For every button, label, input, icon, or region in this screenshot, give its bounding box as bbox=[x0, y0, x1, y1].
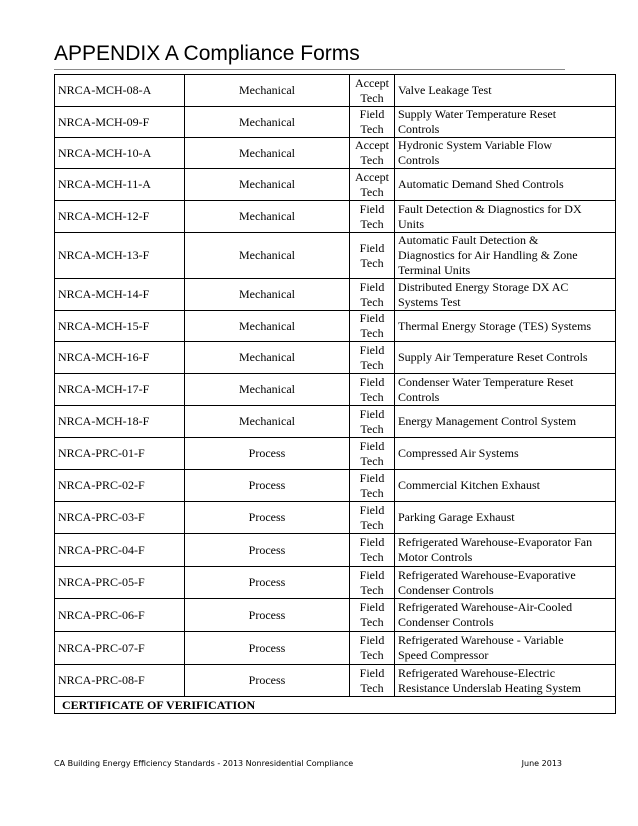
form-row bbox=[55, 438, 616, 470]
form-title bbox=[395, 233, 616, 279]
form-title-line: Condenser Controls bbox=[398, 582, 494, 597]
form-type-line: Field bbox=[359, 342, 385, 357]
form-title-line: Refrigerated Warehouse-Air-Cooled bbox=[398, 600, 573, 614]
form-title bbox=[395, 279, 616, 311]
form-row bbox=[55, 233, 616, 279]
form-type-line: Field bbox=[359, 201, 385, 216]
form-type bbox=[350, 632, 395, 665]
form-type-line: Tech bbox=[360, 216, 384, 231]
form-type-line: Tech bbox=[360, 122, 384, 136]
form-type-line: Field bbox=[359, 470, 385, 485]
form-type-line: Tech bbox=[360, 90, 384, 105]
form-title-line: Condenser Water Temperature Reset bbox=[398, 374, 574, 389]
form-type-line: Field bbox=[359, 535, 385, 549]
form-type-line: Accept bbox=[355, 138, 389, 152]
form-type-line: Tech bbox=[360, 582, 384, 597]
form-id: NRCA-MCH-16-F bbox=[55, 342, 185, 374]
form-type bbox=[350, 534, 395, 567]
form-id: NRCA-MCH-10-A bbox=[55, 138, 185, 169]
form-title-line: Supply Water Temperature Reset bbox=[398, 107, 557, 121]
form-type-line: Tech bbox=[360, 389, 384, 404]
form-type bbox=[350, 567, 395, 599]
form-title bbox=[395, 107, 616, 138]
form-title-line: Commercial Kitchen Exhaust bbox=[398, 478, 540, 492]
form-type-line: Tech bbox=[360, 615, 384, 629]
form-type-line: Field bbox=[359, 600, 385, 614]
form-row bbox=[55, 138, 616, 169]
certificate-label: CERTIFICATE OF VERIFICATION bbox=[55, 697, 616, 714]
form-type-line: Field bbox=[359, 502, 385, 517]
form-type bbox=[350, 279, 395, 311]
form-category: Mechanical bbox=[185, 201, 350, 233]
form-title bbox=[395, 138, 616, 169]
form-title-line: Resistance Underslab Heating System bbox=[398, 680, 581, 695]
form-type-line: Tech bbox=[360, 453, 384, 468]
form-id: NRCA-MCH-14-F bbox=[55, 279, 185, 311]
form-id: NRCA-MCH-12-F bbox=[55, 201, 185, 233]
form-title bbox=[395, 374, 616, 406]
form-row bbox=[55, 374, 616, 406]
form-type-line: Field bbox=[359, 240, 385, 255]
form-category: Process bbox=[185, 632, 350, 665]
form-type bbox=[350, 502, 395, 534]
form-title bbox=[395, 567, 616, 599]
form-category: Process bbox=[185, 665, 350, 697]
form-type-line: Field bbox=[359, 107, 385, 121]
form-type-line: Accept bbox=[355, 169, 389, 184]
form-title-line: Refrigerated Warehouse-Electric bbox=[398, 665, 556, 680]
form-row bbox=[55, 342, 616, 374]
form-type-line: Accept bbox=[355, 75, 389, 90]
form-title-line: Diagnostics for Air Handling & Zone bbox=[398, 248, 578, 262]
form-category: Process bbox=[185, 567, 350, 599]
form-id: NRCA-PRC-04-F bbox=[55, 534, 185, 567]
form-type-line: Tech bbox=[360, 255, 384, 270]
form-category: Mechanical bbox=[185, 406, 350, 438]
form-category: Process bbox=[185, 438, 350, 470]
form-id: NRCA-PRC-01-F bbox=[55, 438, 185, 470]
form-row bbox=[55, 201, 616, 233]
form-type bbox=[350, 406, 395, 438]
form-title bbox=[395, 311, 616, 342]
form-type-line: Tech bbox=[360, 485, 384, 500]
form-title bbox=[395, 665, 616, 697]
form-title-line: Controls bbox=[398, 153, 440, 167]
form-type bbox=[350, 75, 395, 107]
form-title bbox=[395, 342, 616, 374]
form-title-line: Compressed Air Systems bbox=[398, 446, 519, 460]
form-type-line: Tech bbox=[360, 153, 384, 167]
form-type-line: Field bbox=[359, 374, 385, 389]
form-category: Mechanical bbox=[185, 311, 350, 342]
form-type bbox=[350, 470, 395, 502]
form-type bbox=[350, 169, 395, 201]
form-type bbox=[350, 233, 395, 279]
page-title: APPENDIX A Compliance Forms bbox=[54, 42, 360, 65]
form-id: NRCA-PRC-08-F bbox=[55, 665, 185, 697]
form-category: Mechanical bbox=[185, 233, 350, 279]
form-title-line: Terminal Units bbox=[398, 263, 471, 277]
footer-date: June 2013 bbox=[521, 759, 562, 768]
form-type-line: Field bbox=[359, 311, 385, 325]
form-title bbox=[395, 75, 616, 107]
form-type-line: Tech bbox=[360, 326, 384, 340]
form-title bbox=[395, 169, 616, 201]
form-title bbox=[395, 201, 616, 233]
form-row bbox=[55, 311, 616, 342]
compliance-forms-body bbox=[55, 75, 616, 714]
form-title-line: Automatic Demand Shed Controls bbox=[398, 177, 564, 191]
form-type-line: Tech bbox=[360, 550, 384, 564]
form-title-line: Parking Garage Exhaust bbox=[398, 510, 515, 524]
form-title bbox=[395, 502, 616, 534]
form-title bbox=[395, 406, 616, 438]
form-category: Process bbox=[185, 502, 350, 534]
form-row bbox=[55, 502, 616, 534]
form-category: Process bbox=[185, 599, 350, 632]
form-title-line: Controls bbox=[398, 389, 440, 404]
form-type bbox=[350, 599, 395, 632]
form-type-line: Tech bbox=[360, 648, 384, 662]
title-divider bbox=[54, 69, 565, 70]
form-category: Mechanical bbox=[185, 107, 350, 138]
form-type bbox=[350, 311, 395, 342]
form-id: NRCA-MCH-15-F bbox=[55, 311, 185, 342]
footer-source: CA Building Energy Efficiency Standards - 2013 Nonresidential Compliance bbox=[54, 759, 354, 768]
form-id: NRCA-MCH-13-F bbox=[55, 233, 185, 279]
form-row bbox=[55, 567, 616, 599]
form-title-line: Units bbox=[398, 216, 425, 231]
form-type-line: Tech bbox=[360, 517, 384, 532]
form-type bbox=[350, 665, 395, 697]
form-row bbox=[55, 534, 616, 567]
form-id: NRCA-PRC-07-F bbox=[55, 632, 185, 665]
form-row bbox=[55, 75, 616, 107]
form-row bbox=[55, 632, 616, 665]
form-type-line: Tech bbox=[360, 680, 384, 695]
form-id: NRCA-PRC-03-F bbox=[55, 502, 185, 534]
form-type bbox=[350, 342, 395, 374]
form-category: Mechanical bbox=[185, 138, 350, 169]
form-type-line: Field bbox=[359, 438, 385, 453]
form-title-line: Refrigerated Warehouse - Variable bbox=[398, 633, 564, 647]
form-type-line: Tech bbox=[360, 357, 384, 372]
form-title-line: Fault Detection & Diagnostics for DX bbox=[398, 201, 582, 216]
form-category: Process bbox=[185, 470, 350, 502]
form-type-line: Tech bbox=[360, 294, 384, 309]
form-type-line: Tech bbox=[360, 421, 384, 436]
form-row bbox=[55, 665, 616, 697]
form-row bbox=[55, 169, 616, 201]
form-type-line: Tech bbox=[360, 184, 384, 199]
form-title bbox=[395, 534, 616, 567]
form-row bbox=[55, 599, 616, 632]
form-title-line: Supply Air Temperature Reset Controls bbox=[398, 350, 588, 364]
form-type-line: Field bbox=[359, 406, 385, 421]
form-id: NRCA-PRC-02-F bbox=[55, 470, 185, 502]
form-title-line: Speed Compressor bbox=[398, 648, 489, 662]
form-category: Mechanical bbox=[185, 342, 350, 374]
certificate-row bbox=[55, 697, 616, 714]
form-type-line: Field bbox=[359, 567, 385, 582]
form-row bbox=[55, 470, 616, 502]
form-category: Mechanical bbox=[185, 279, 350, 311]
form-title-line: Condenser Controls bbox=[398, 615, 494, 629]
form-title bbox=[395, 599, 616, 632]
form-type bbox=[350, 107, 395, 138]
form-row bbox=[55, 107, 616, 138]
form-type bbox=[350, 438, 395, 470]
form-title-line: Hydronic System Variable Flow bbox=[398, 138, 553, 152]
form-title-line: Refrigerated Warehouse-Evaporative bbox=[398, 567, 576, 582]
form-title-line: Refrigerated Warehouse-Evaporator Fan bbox=[398, 535, 593, 549]
form-title-line: Motor Controls bbox=[398, 550, 473, 564]
form-type-line: Field bbox=[359, 665, 385, 680]
form-id: NRCA-PRC-06-F bbox=[55, 599, 185, 632]
form-title-line: Automatic Fault Detection & bbox=[398, 233, 539, 247]
form-title-line: Valve Leakage Test bbox=[398, 83, 492, 97]
form-category: Mechanical bbox=[185, 374, 350, 406]
form-category: Process bbox=[185, 534, 350, 567]
form-row bbox=[55, 406, 616, 438]
form-type bbox=[350, 138, 395, 169]
form-title bbox=[395, 632, 616, 665]
form-id: NRCA-MCH-17-F bbox=[55, 374, 185, 406]
form-title-line: Controls bbox=[398, 122, 440, 136]
form-title-line: Systems Test bbox=[398, 294, 461, 309]
form-type-line: Field bbox=[359, 633, 385, 647]
form-title bbox=[395, 470, 616, 502]
compliance-forms-table bbox=[54, 74, 616, 714]
form-id: NRCA-MCH-08-A bbox=[55, 75, 185, 107]
form-row bbox=[55, 279, 616, 311]
form-title bbox=[395, 438, 616, 470]
form-id: NRCA-MCH-11-A bbox=[55, 169, 185, 201]
form-title-line: Thermal Energy Storage (TES) Systems bbox=[398, 318, 592, 333]
form-type bbox=[350, 374, 395, 406]
form-title-line: Energy Management Control System bbox=[398, 414, 577, 428]
form-id: NRCA-MCH-09-F bbox=[55, 107, 185, 138]
form-id: NRCA-PRC-05-F bbox=[55, 567, 185, 599]
form-id: NRCA-MCH-18-F bbox=[55, 406, 185, 438]
form-type bbox=[350, 201, 395, 233]
form-category: Mechanical bbox=[185, 75, 350, 107]
form-type-line: Field bbox=[359, 279, 385, 294]
form-title-line: Distributed Energy Storage DX AC bbox=[398, 279, 569, 294]
form-category: Mechanical bbox=[185, 169, 350, 201]
